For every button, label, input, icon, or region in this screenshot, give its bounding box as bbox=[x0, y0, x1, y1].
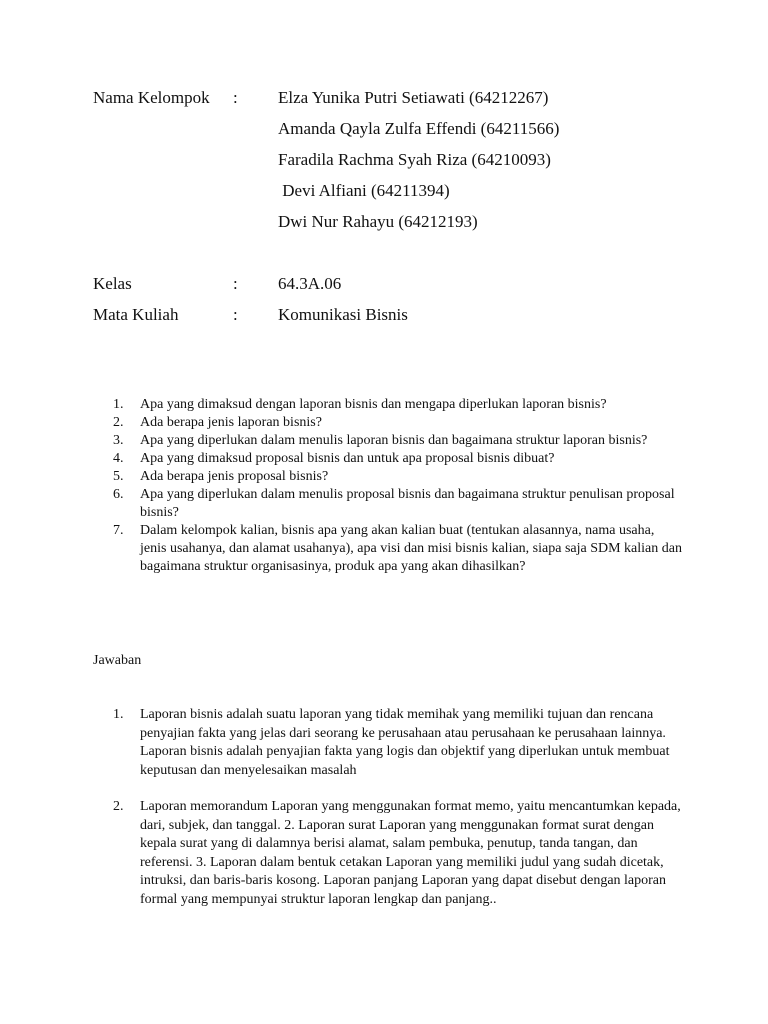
nama-kelompok-label: Nama Kelompok bbox=[93, 88, 210, 107]
list-item bbox=[113, 450, 683, 468]
list-number: 3. bbox=[113, 433, 124, 448]
kelas-colon: : bbox=[233, 274, 238, 293]
jawaban-heading: Jawaban bbox=[93, 653, 142, 668]
question-text: Ada berapa jenis proposal bisnis? bbox=[140, 469, 329, 484]
list-item bbox=[113, 486, 683, 522]
mata-kuliah-label: Mata Kuliah bbox=[93, 305, 179, 324]
list-number: 1. bbox=[113, 397, 124, 412]
list-number: 7. bbox=[113, 523, 124, 538]
question-text: Apa yang diperlukan dalam menulis proposal bisnis dan bagaimana struktur penulisan proposal bisnis? bbox=[140, 487, 675, 520]
list-item bbox=[113, 798, 683, 909]
member-name: Amanda Qayla Zulfa Effendi (64211566) bbox=[278, 119, 560, 138]
member-name: Elza Yunika Putri Setiawati (64212267) bbox=[278, 88, 549, 107]
list-number: 2. bbox=[113, 799, 124, 814]
list-number: 5. bbox=[113, 469, 124, 484]
list-item bbox=[113, 706, 683, 780]
question-text: Dalam kelompok kalian, bisnis apa yang akan kalian buat (tentukan alasannya, nama usaha, jenis usahanya, dan alamat usahanya), apa visi dan misi bisnis kalian, siapa saja SDM kalian dan bagaimana struktur organisasinya, produk apa yang akan dihasilkan? bbox=[140, 523, 682, 574]
answer-text: Laporan memorandum Laporan yang menggunakan format memo, yaitu mencantumkan kepada, dari, subjek, dan tanggal. 2. Laporan surat Laporan yang menggunakan format surat dengan kepala surat yang di dalamnya berisi alamat, salam pembuka, penutup, tanda tangan, dan referensi. 3. Laporan dalam bentuk cetakan Laporan yang memiliki judul yang sudah dicetak, intruksi, dan baris-baris kosong. Laporan panjang Laporan yang dapat disebut dengan laporan formal yang mempunyai struktur laporan lengkap dan panjang.. bbox=[140, 799, 681, 907]
list-item bbox=[113, 432, 683, 450]
member-name: Devi Alfiani (64211394) bbox=[278, 181, 450, 200]
answer-list bbox=[113, 706, 683, 927]
kelas-value: 64.3A.06 bbox=[278, 274, 342, 293]
list-item bbox=[113, 522, 683, 576]
list-item bbox=[113, 468, 683, 486]
list-number: 6. bbox=[113, 487, 124, 502]
question-text: Apa yang dimaksud dengan laporan bisnis dan mengapa diperlukan laporan bisnis? bbox=[140, 397, 607, 412]
kelas-label: Kelas bbox=[93, 274, 132, 293]
list-number: 2. bbox=[113, 415, 124, 430]
answer-text: Laporan bisnis adalah suatu laporan yang tidak memihak yang memiliki tujuan dan rencana penyajian fakta yang jelas dari seorang ke perusahaan atau perusahaan ke perusahaan lainnya. Laporan bisnis adalah penyajian fakta yang logis dan objektif yang diperlukan untuk membuat keputusan dan menyelesaikan masalah bbox=[140, 707, 670, 778]
member-name: Faradila Rachma Syah Riza (64210093) bbox=[278, 150, 551, 169]
list-item bbox=[113, 396, 683, 414]
mata-kuliah-value: Komunikasi Bisnis bbox=[278, 305, 408, 324]
list-item bbox=[113, 414, 683, 432]
mata-kuliah-colon: : bbox=[233, 305, 238, 324]
question-list bbox=[113, 396, 683, 576]
member-name: Dwi Nur Rahayu (64212193) bbox=[278, 212, 478, 231]
nama-kelompok-colon: : bbox=[233, 88, 238, 107]
question-text: Apa yang diperlukan dalam menulis laporan bisnis dan bagaimana struktur laporan bisnis? bbox=[140, 433, 648, 448]
question-text: Ada berapa jenis laporan bisnis? bbox=[140, 415, 322, 430]
list-number: 1. bbox=[113, 707, 124, 722]
question-text: Apa yang dimaksud proposal bisnis dan untuk apa proposal bisnis dibuat? bbox=[140, 451, 555, 466]
list-number: 4. bbox=[113, 451, 124, 466]
